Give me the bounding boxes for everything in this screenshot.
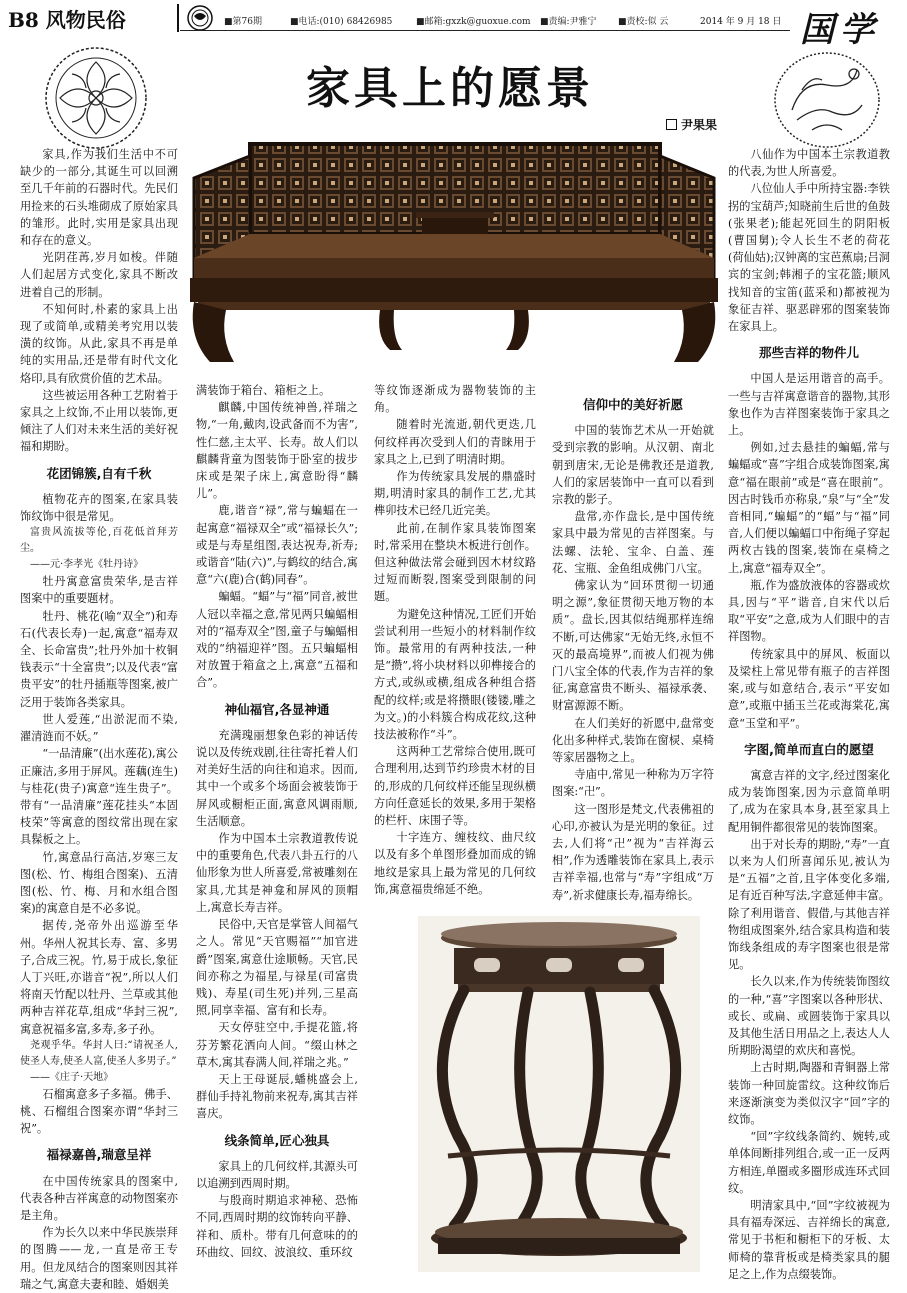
paragraph: 例如,过去悬挂的蝙蝠,常与蝙蝠或“喜”字组合成装饰图案,寓意“福在眼前”或是“喜在眼前”。因古时钱币亦称泉,“泉”与“全”发音相同,“蝙蝠”的“蝠”与“福”同音,人们便以蝙蝠口中衔绳子穿起两枚古钱的图案,装饰在桌椅之上,寓意“福寿双全”。 — [728, 441, 890, 575]
paragraph: 明清家具中,“回”字纹被视为具有福寿深远、吉祥绵长的寓意,常见于书柜和橱柜下的牙板、太师椅的靠背板或是椅类家具的腿足之上,作为点缀装饰。 — [728, 1198, 890, 1281]
paragraph: 此前,在制作家具装饰图案时,常采用在整块木板进行创作。但这种做法常会碰到因木材纹路过短而断裂,图案受到限制的问题。 — [374, 521, 536, 604]
paragraph: 八位仙人手中所持宝器:李铁拐的宝葫芦;知晓前生后世的鱼鼓(张果老);能起死回生的阴阳板(曹国舅);令人长生不老的荷花(荷仙姑);汉钟离的宝芭蕉扇;吕洞宾的宝剑;韩湘子的宝花篮;顺风找知音的宝笛(蓝采和)都被视为象征吉祥、驱恶辟邪的图案装饰在家具上。 — [728, 182, 890, 334]
paragraph: “一品清廉”(出水莲花),寓公正廉洁,多用于屏风。莲藕(连生)与桂花(贵子)寓意“连生贵子”。带有“一品清廉”莲花挂头“本固枝荣”等寓意的图纹常出现在家具髹板之上。 — [20, 747, 178, 847]
paragraph: 作为中国本土宗教道教传说中的重要角色,代表八卦五行的八仙形象为世人所喜爱,常被雕刻在家具,尤其是神龛和屏风的顶帽上,寓意长寿吉祥。 — [196, 832, 358, 914]
author-box-icon — [666, 119, 677, 130]
poem-source: ——《庄子·天地》 — [30, 1071, 114, 1083]
paragraph: 传统家具中的屏风、板面以及梁柱上常见带有瓶子的吉祥图案,或与如意结合,表示“平安如意”,或瓶中插玉兰花或海棠花,寓意“玉堂和平”。 — [728, 647, 890, 730]
paragraph: 据传,尧帝外出巡游至华州。华州人祝其长寿、富、多男子,合成三祝。竹,易于成长,象征人丁兴旺,亦谐音“祝”,所以人们将南天竹配以牡丹、兰草或其他两种吉祥花草,组成“华封三祝”,寓意祝福多富,多寿,多子孙。 — [20, 919, 178, 1036]
paragraph: 等纹饰逐渐成为器物装饰的主角。 — [374, 384, 536, 415]
paragraph: 八仙作为中国本土宗教道教的代表,为世人所喜爱。 — [728, 148, 890, 179]
paragraph: 为避免这种情况,工匠们开始尝试利用一些短小的材料制作纹饰。最常用的有两种技法,一种是“攒”,将小块材料以卯榫接合的方式,或纵或横,组成各种组合搭配的纹样;或是将攒眼(镂镂,雕之为文。)的小料簇合构成花纹,这种技法被称作“斗”。 — [374, 607, 536, 742]
column-4 — [552, 396, 714, 902]
paragraph: 中国的装饰艺术从一开始就受到宗教的影响。从汉朝、南北朝到唐宋,无论是佛教还是道教,人们的家居装饰中一直可以看到宗教的影子。 — [552, 424, 714, 507]
photo-luohan-bed — [180, 138, 728, 370]
paragraph: 植物花卉的图案,在家具装饰纹饰中很是常见。 — [20, 492, 178, 524]
paragraph: 充满瑰丽想象色彩的神话传说以及传统戏剧,往往寄托着人们对美好生活的向往和追求。因而,其中一个或多个场面会被装饰于屏风或橱柜正面,寓意风调雨顺,生活顺意。 — [196, 728, 358, 828]
paragraph: 鹿,谐音“禄”,常与蝙蝠在一起寓意“福禄双全”或“福禄长久”;或是与寿星组图,表达祝寿,祈寿;或谐音“陆(六)”,与鹤纹的结合,寓意“六(鹿)合(鹤)同春”。 — [196, 504, 358, 587]
paragraph: 这一图形是梵文,代表佛祖的心印,亦被认为是光明的象征。过去,人们将“卍”视为“吉祥海云相”,作为透雕装饰在家具上,表示吉祥幸福,也常与“寿”字组成“万寿”,祈求健康长寿,福寿绵长。 — [552, 802, 714, 902]
paragraph: 满装饰于箱台、箱柜之上。 — [196, 384, 331, 397]
paragraph: “回”字纹线条简约、婉转,或单体间断排列组合,或一正一反两方相连,单圈或多圈形成连环式回纹。 — [728, 1130, 890, 1195]
subheading: 字图,简单而直白的愿望 — [744, 741, 874, 757]
floral-roundel-left-icon — [44, 46, 148, 150]
paragraph: 长久以来,作为传统装饰图纹的一种,“喜”字图案以各种形状、或长、或扁、或圆装饰于家具以及其他生活日用品之上,表达人人所期盼渴望的欢庆和喜悦。 — [728, 975, 890, 1058]
paragraph: 上古时期,陶器和青铜器上常装饰一种回旋雷纹。这种纹饰后来逐渐演变为类似汉字“回”字的纹饰。 — [728, 1061, 890, 1126]
paragraph: 牡丹、桃花(喻“双全”)和寿石(代表长寿)一起,寓意“福寿双全、长命富贵”;牡丹外加十枚铜钱表示“十全富贵”;以及代表“富贵平安”的牡丹插瓶等图案,被广泛用于装饰各类家具。 — [20, 609, 178, 709]
paragraph: 蝙蝠。“蝠”与“福”同音,被世人冠以幸福之意,常见两只蝙蝠相对的“福寿双全”图,童子与蝙蝠相戏的“纳福迎祥”图。五只蝙蝠相对放置于箱盒之上,寓意“五福和合”。 — [196, 590, 358, 690]
paragraph: 竹,寓意品行高洁,岁寒三友图(松、竹、梅组合图案)、五清图(松、竹、梅、月和水组合图案)的寓意自是不必多说。 — [20, 850, 178, 916]
paragraph: 作为传统家具发展的鼎盛时期,明清时家具的制作工艺,尤其榫卯技术已经几近完美。 — [374, 470, 536, 518]
paragraph: 出于对长寿的期盼,“寿”一直以来为人们所喜闻乐见,被认为是“五福”之首,且字体变化多端,足有近百种写法,字意延伸丰富。除了利用谐音、假借,与其他吉祥物组成图案外,结合家具构造和装饰线条组成的寿字图案也很是常见。 — [728, 837, 890, 972]
column-3 — [374, 382, 536, 902]
paragraph: 家具,作为我们生活中不可缺少的一部分,其诞生可以回溯至几千年前的石器时代。先民们用捡来的石头堆砌成了原始家具的雏形。此时,实用是家具出现和存在的意义。 — [20, 148, 178, 248]
phone-number: ■电话:(010) 68426985 — [290, 17, 393, 27]
poem-quote: 尧观乎华。华封人曰:“请祝圣人,使圣人寿,使圣人富,使圣人多男子。” — [20, 1039, 178, 1067]
dragon-roundel-right-icon — [772, 50, 882, 150]
subheading: 花团锦簇,自有千秋 — [46, 465, 152, 481]
issue-date: 2014 年 9 月 18 日 — [700, 17, 782, 27]
paragraph: 盘常,亦作盘长,是中国传统家具中最为常见的吉祥图案。与法螺、法轮、宝伞、白盖、莲花、宝瓶、金鱼组成佛门八宝。 — [552, 510, 714, 575]
paragraph: 天上王母诞辰,蟠桃盛会上,群仙手持礼物前来祝寿,寓其吉祥喜庆。 — [196, 1072, 358, 1121]
paragraph: 十字连方、缠枝纹、曲尺纹以及有多个单图形叠加而成的锦地纹是家具上最为常见的几何纹饰,寓意福贵绵延不绝。 — [374, 831, 536, 896]
article-title: 家具上的愿景 — [306, 63, 594, 114]
paragraph: 牡丹寓意富贵荣华,是吉祥图案中的重要题材。 — [20, 575, 178, 606]
paragraph: 世人爱莲,“出淤泥而不染,濯清涟而不妖。” — [20, 712, 178, 744]
guoxue-masthead-logo: 国学 — [800, 10, 880, 50]
paragraph: 家具上的几何纹样,其源头可以追溯到西周时期。 — [196, 1159, 358, 1190]
header-info-bar — [180, 8, 790, 32]
section-title: B8 风物民俗 — [8, 8, 126, 32]
paragraph: 寓意吉祥的文字,经过图案化成为装饰图案,因为示意简单明了,成为在家具本身,甚至家具上配用铜件都很常见的装饰图案。 — [728, 768, 890, 834]
paragraph: 寺庙中,常见一种称为万字符图案:“卍”。 — [552, 768, 714, 799]
paragraph: 不知何时,朴素的家具上出现了或简单,或精美考究用以装潢的纹饰。从此,家具不再是单纯的实用品,还是带有时代文化烙印,具有欣赏价值的艺术品。 — [20, 302, 178, 385]
subheading: 福禄嘉兽,瑞意呈祥 — [46, 1147, 152, 1163]
editor-name: ■责编:尹雅宁 — [540, 17, 597, 27]
paragraph: 作为长久以来中华民族崇拜的图腾——龙,一直是帝王专用。但龙凤结合的图案则因其祥瑞之气,寓意夫妻和睦、婚姻美 — [20, 1226, 178, 1291]
subheading: 那些吉祥的物件儿 — [758, 345, 859, 361]
photo-incense-stand — [418, 916, 700, 1272]
paragraph: 麒麟,中国传统神兽,祥瑞之物,“一角,戴肉,设武备而不为害”,性仁慈,主太平、长寿。故人们以麒麟背童为图装饰于卧室的拔步床或是架子床上,寓意盼得“麟儿”。 — [196, 401, 358, 501]
paragraph: 在中国传统家具的图案中,代表各种吉祥寓意的动物图案亦是主角。 — [20, 1174, 178, 1222]
header-rule — [180, 30, 790, 31]
issue-number: ■第76期 — [224, 17, 262, 27]
column-1 — [20, 146, 178, 1291]
paragraph: 这些被运用各种工艺附着于家具之上纹饰,不止用以装饰,更倾注了人们对未来生活的美好祝福和期盼。 — [20, 388, 178, 454]
paragraph: 中国人是运用谐音的高手。一些与吉祥寓意谐音的器物,其形象也作为吉祥图案装饰于家具之上。 — [728, 372, 890, 438]
proofreader-name: ■责校:似 云 — [618, 17, 669, 27]
paragraph: 与殷商时期追求神秘、恐怖不同,西周时期的纹饰转向平静、祥和、质朴。带有几何意味的的环曲纹、回纹、波浪纹、重环纹 — [196, 1194, 358, 1259]
paragraph: 在人们美好的祈愿中,盘常变化出多种样式,装饰在窗棂、桌椅等家居器物之上。 — [552, 716, 714, 765]
subheading: 信仰中的美好祈愿 — [582, 397, 683, 412]
paragraph: 民俗中,天官是掌管人间福气之人。常见“天官赐福”“加官进爵”图案,寓意仕途顺畅。天官,民间亦称之为福星,与禄星(司富贵贱)、寿星(司生死)并列,三星高照,同享幸福、富有和长寿。 — [196, 918, 358, 1018]
email-address: ■邮箱:gxzk@guoxue.com — [416, 17, 531, 27]
column-5 — [728, 146, 890, 1281]
paragraph: 天女停驻空中,手提花篮,将芬芳繁花洒向人间。“缀山林之草木,寓其春满人间,祥瑞之兆。” — [196, 1021, 358, 1069]
column-2 — [196, 382, 358, 1276]
author-name: 尹果果 — [681, 118, 718, 132]
paragraph: 瓶,作为盛放液体的容器或炊具,因与“平”谐音,自宋代以后取“平安”之意,成为人们眼中的吉祥图物。 — [728, 578, 890, 644]
paragraph: 这两种工艺常综合使用,既可合理利用,达到节约珍贵木材的目的,形成的几何纹样还能呈现纵横方向任意延长的效果,多用于架格的栏杆、床围子等。 — [374, 745, 536, 828]
paragraph: 光阴荏苒,岁月如梭。伴随人们起居方式变化,家具不断改进着自己的形制。 — [20, 251, 178, 299]
paragraph: 佛家认为“回环贯彻一切通明之源”,象征贯彻天地万物的本质”。盘长,因其似结绳那样连绵不断,可达佛家“无始无终,永恒不灭的最高境界”,而被人们视为佛门八宝全体的代表,作为吉祥的象征,寓意富贵不断头、福禄承袭、财富源源不断。 — [552, 579, 714, 713]
paragraph: 石榴寓意多子多福。佛手、桃、石榴组合图案亦谓“华封三祝”。 — [20, 1087, 178, 1136]
subheading: 线条简单,匠心独具 — [224, 1132, 330, 1148]
subheading: 神仙福官,各显神通 — [224, 701, 330, 717]
article-author — [666, 116, 717, 133]
paragraph: 随着时光流逝,朝代更迭,几何纹样再次受到人们的青睐用于家具之上,已到了明清时期。 — [374, 418, 536, 466]
poem-quote: 富贵风流拔等伦,百花低首拜芳尘。 — [20, 527, 178, 555]
poem-source: ——元·李孝光《牡丹诗》 — [30, 559, 144, 571]
